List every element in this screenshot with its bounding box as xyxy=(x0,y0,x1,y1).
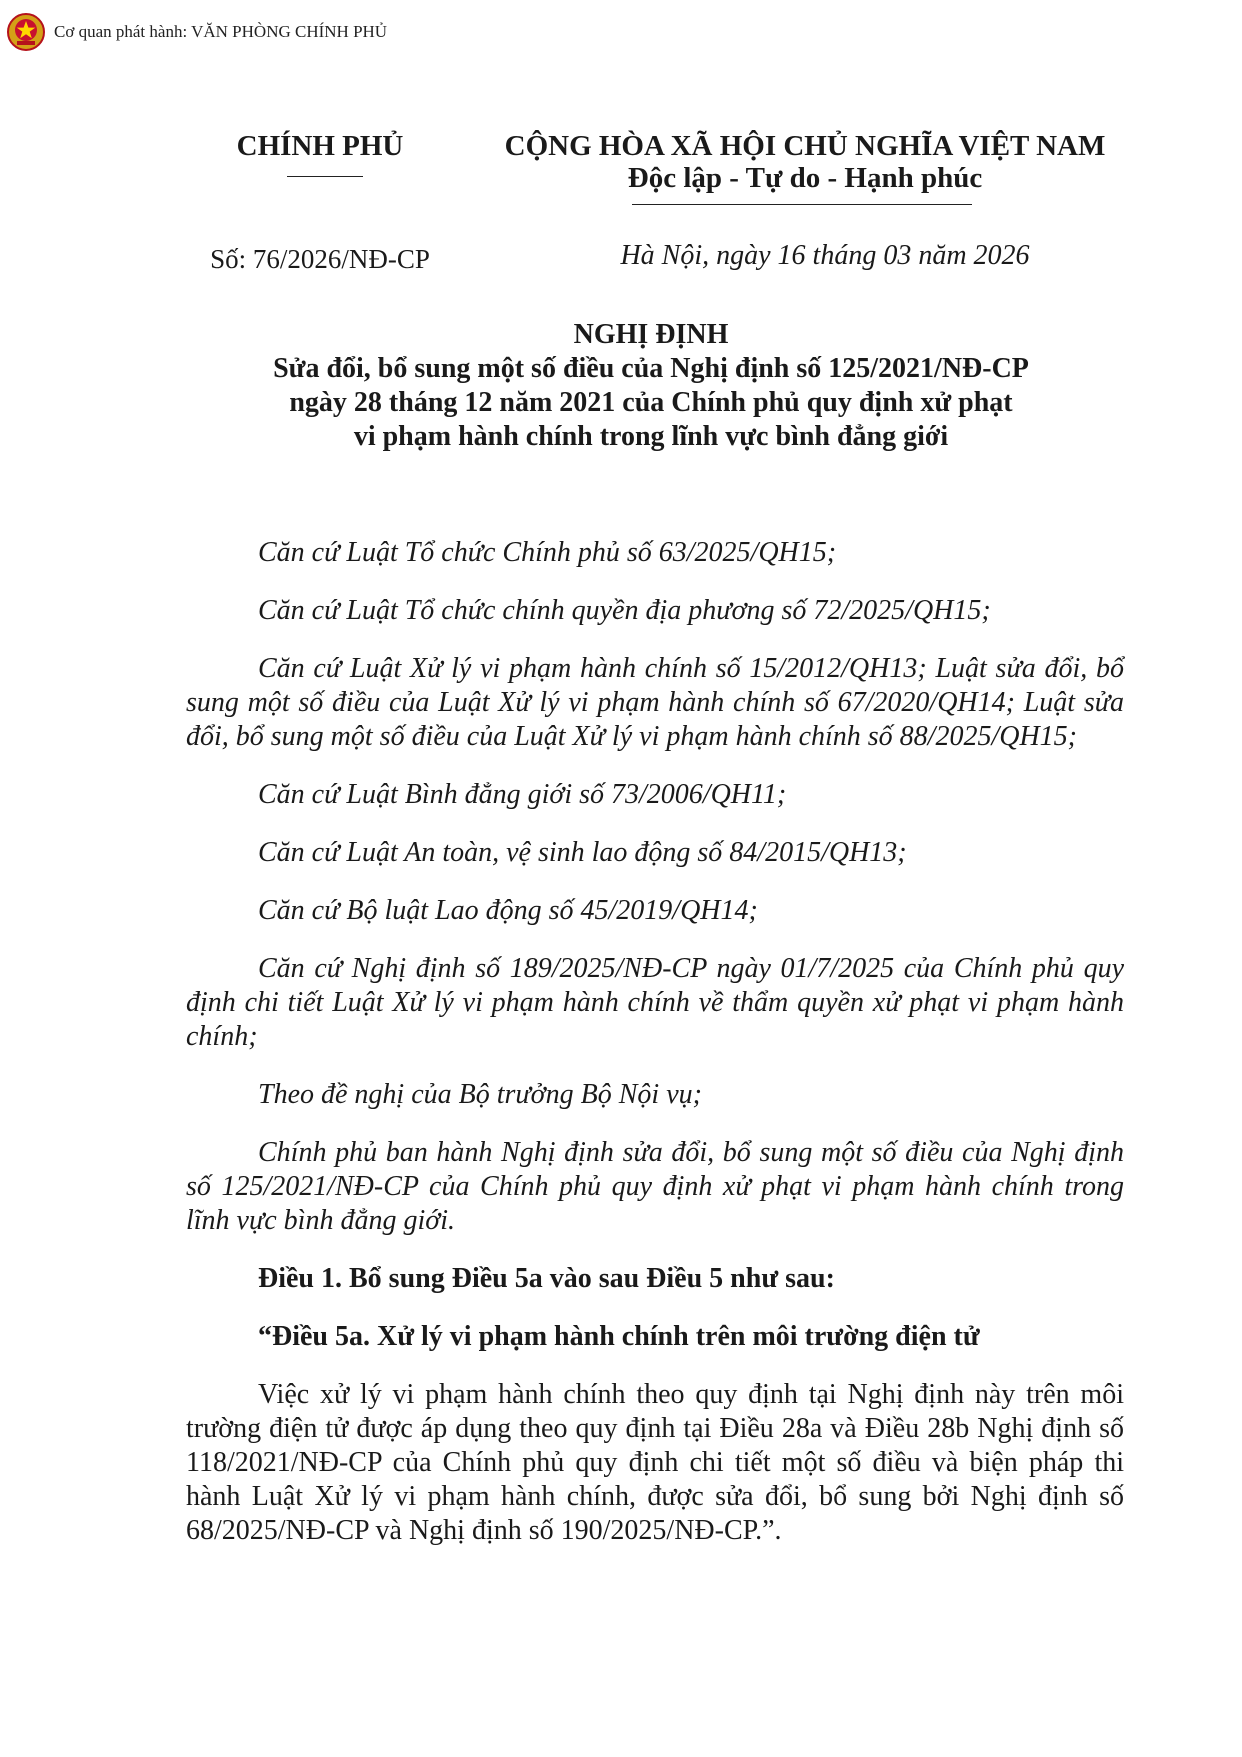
article-text: Việc xử lý vi phạm hành chính theo quy định tại Nghị định này trên môi trường điện tử được áp dụng theo quy định tại Điều 28a và Điều 28b Nghị định số 118/2021/NĐ-CP của Chính phủ quy định chi tiết một số điều và biện pháp thi hành Luật Xử lý vi phạm hành chính, được sửa đổi, bổ sung bởi Nghị định số 68/2025/NĐ-CP và Nghị định số 190/2025/NĐ-CP.”. xyxy=(186,1379,1124,1546)
preamble-paragraph: Căn cứ Luật An toàn, vệ sinh lao động số 84/2015/QH13; xyxy=(258,837,907,868)
issuer-label: Cơ quan phát hành: VĂN PHÒNG CHÍNH PHỦ xyxy=(54,22,388,41)
document-body xyxy=(186,536,1124,1572)
preamble-paragraph: Theo đề nghị của Bộ trưởng Bộ Nội vụ; xyxy=(258,1079,702,1110)
preamble-paragraph: Căn cứ Nghị định số 189/2025/NĐ-CP ngày 01/7/2025 của Chính phủ quy định chi tiết Luật Xử lý vi phạm hành chính về thẩm quyền xử phạt vi phạm hành chính; xyxy=(186,953,1124,1052)
document-number: Số: 76/2026/NĐ-CP xyxy=(210,244,430,274)
title-line: Sửa đổi, bổ sung một số điều của Nghị định số 125/2021/NĐ-CP xyxy=(273,353,1029,384)
motto: Độc lập - Tự do - Hạnh phúc xyxy=(627,162,983,194)
preamble-paragraph: Căn cứ Luật Tổ chức Chính phủ số 63/2025/QH15; xyxy=(258,537,837,568)
preamble-paragraph: Căn cứ Luật Bình đẳng giới số 73/2006/QH11; xyxy=(258,779,787,810)
agency-underline xyxy=(287,176,363,177)
title-block xyxy=(120,318,1182,454)
motto-underline xyxy=(632,204,972,205)
preamble-paragraph: Chính phủ ban hành Nghị định sửa đổi, bổ sung một số điều của Nghị định số 125/2021/NĐ-CP của Chính phủ quy định xử phạt vi phạm hành chính trong lĩnh vực bình đẳng giới. xyxy=(186,1137,1124,1236)
title-line: vi phạm hành chính trong lĩnh vực bình đẳng giới xyxy=(353,421,949,452)
title-line: ngày 28 tháng 12 năm 2021 của Chính phủ quy định xử phạt xyxy=(289,387,1013,418)
article-sub-heading: “Điều 5a. Xử lý vi phạm hành chính trên môi trường điện tử xyxy=(258,1321,980,1352)
document-header xyxy=(0,0,1242,290)
nation-name: CỘNG HÒA XÃ HỘI CHỦ NGHĨA VIỆT NAM xyxy=(504,130,1106,162)
preamble-paragraph: Căn cứ Luật Tổ chức chính quyền địa phương số 72/2025/QH15; xyxy=(258,595,991,626)
preamble-paragraph: Căn cứ Luật Xử lý vi phạm hành chính số 15/2012/QH13; Luật sửa đổi, bổ sung một số điều của Luật Xử lý vi phạm hành chính số 67/2020/QH14; Luật sửa đổi, bổ sung một số điều của Luật Xử lý vi phạm hành chính số 88/2025/QH15; xyxy=(186,653,1124,752)
document-type: NGHỊ ĐỊNH xyxy=(573,319,729,350)
place-date: Hà Nội, ngày 16 tháng 03 năm 2026 xyxy=(620,240,1030,271)
article-heading: Điều 1. Bổ sung Điều 5a vào sau Điều 5 như sau: xyxy=(258,1263,835,1294)
agency-name: CHÍNH PHỦ xyxy=(236,130,404,162)
preamble-paragraph: Căn cứ Bộ luật Lao động số 45/2019/QH14; xyxy=(258,895,758,926)
